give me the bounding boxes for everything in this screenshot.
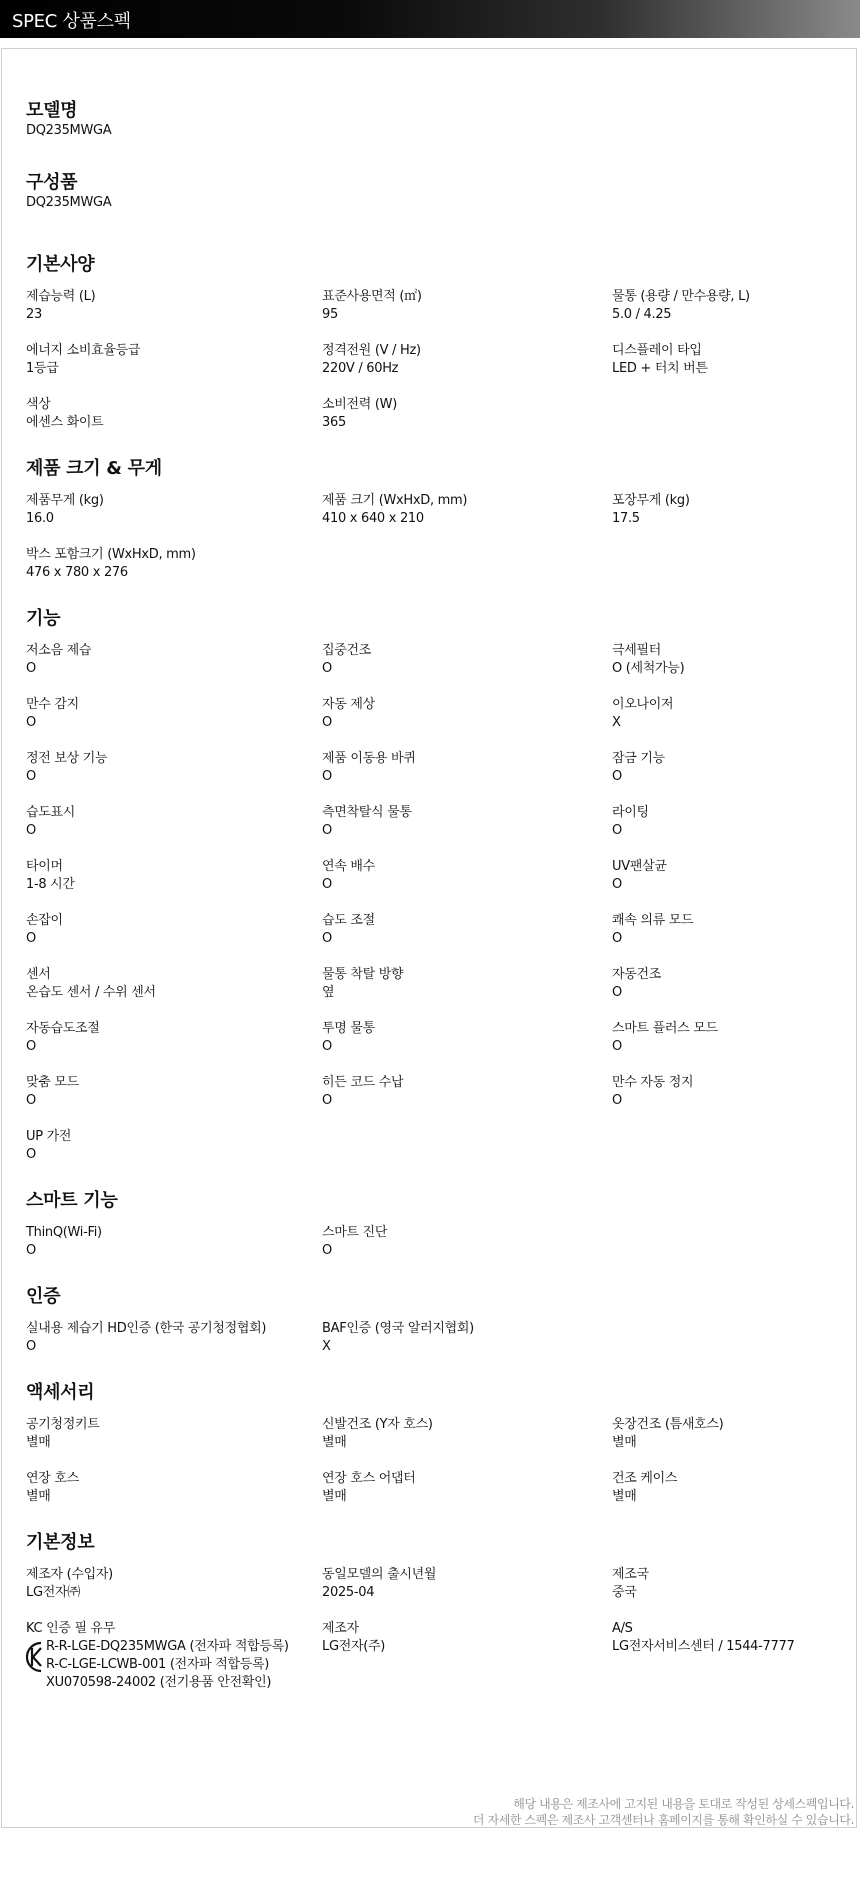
basic-info-title: 기본정보 bbox=[26, 1532, 95, 1553]
spec-item bbox=[322, 492, 612, 546]
spec-item bbox=[322, 396, 612, 450]
spec-label: 쾌속 의류 모드 bbox=[612, 913, 694, 928]
spec-value: O bbox=[322, 661, 332, 676]
spec-value: O bbox=[322, 715, 332, 730]
spec-item bbox=[26, 858, 322, 912]
features-section bbox=[26, 608, 836, 1182]
spec-item bbox=[612, 750, 836, 804]
spec-value: O bbox=[612, 823, 622, 838]
basic-spec-title: 기본사양 bbox=[26, 254, 95, 275]
components-value: DQ235MWGA bbox=[26, 195, 112, 210]
spec-label: 저소음 제습 bbox=[26, 643, 92, 658]
spec-label: 제품무게 (kg) bbox=[26, 493, 104, 508]
accessory-section bbox=[26, 1382, 836, 1524]
spec-value: 23 bbox=[26, 307, 42, 322]
spec-item bbox=[26, 492, 322, 546]
spec-value: O bbox=[612, 877, 622, 892]
spec-item bbox=[322, 1470, 612, 1524]
basic-info-section bbox=[26, 1532, 836, 1700]
spec-value: O bbox=[612, 1093, 622, 1108]
spec-value: 옆 bbox=[322, 985, 335, 1000]
spec-item bbox=[612, 912, 836, 966]
spec-value: O bbox=[26, 769, 36, 784]
spec-label: 제조국 bbox=[612, 1567, 649, 1582]
cert-section bbox=[26, 1286, 836, 1374]
spec-label: 연장 호스 어댑터 bbox=[322, 1471, 416, 1486]
spec-value: O bbox=[26, 931, 36, 946]
spec-label: 만수 자동 정지 bbox=[612, 1075, 694, 1090]
spec-value: 별매 bbox=[322, 1435, 347, 1450]
spec-item bbox=[612, 696, 836, 750]
spec-value: LG전자서비스센터 / 1544-7777 bbox=[612, 1639, 795, 1654]
kc-cert-lines bbox=[46, 1638, 289, 1692]
spec-label: 제품 이동용 바퀴 bbox=[322, 751, 416, 766]
spec-value: LG전자(주) bbox=[322, 1639, 386, 1654]
spec-item bbox=[322, 750, 612, 804]
spec-value: O bbox=[322, 1243, 332, 1258]
spec-item bbox=[26, 1020, 322, 1074]
spec-item bbox=[322, 804, 612, 858]
spec-value: 별매 bbox=[26, 1489, 51, 1504]
size-weight-section bbox=[26, 458, 836, 600]
spec-value: O bbox=[322, 769, 332, 784]
spec-label: UV팬살균 bbox=[612, 859, 667, 874]
footer-disclaimer bbox=[473, 1796, 854, 1828]
spec-label: 표준사용면적 (㎡) bbox=[322, 289, 422, 304]
kc-cert-line: XU070598-24002 (전기용품 안전확인) bbox=[46, 1675, 272, 1690]
spec-item bbox=[612, 1020, 836, 1074]
spec-item bbox=[612, 1470, 836, 1524]
spec-label: BAF인증 (영국 알러지협회) bbox=[322, 1321, 474, 1336]
footer-line: 해당 내용은 제조사에 고지된 내용을 토대로 작성된 상세스펙입니다. bbox=[513, 1797, 854, 1811]
spec-item bbox=[322, 1074, 612, 1128]
spec-label: 정격전원 (V / Hz) bbox=[322, 343, 421, 358]
spec-item bbox=[612, 1620, 836, 1674]
components-section bbox=[26, 172, 836, 212]
spec-label: 잠금 기능 bbox=[612, 751, 665, 766]
spec-label: 에너지 소비효율등급 bbox=[26, 343, 141, 358]
spec-item bbox=[322, 288, 612, 342]
spec-item bbox=[322, 1566, 612, 1620]
page-title: SPEC 상품스펙 bbox=[12, 11, 131, 32]
spec-value: O bbox=[612, 985, 622, 1000]
spec-item bbox=[612, 492, 836, 546]
spec-item bbox=[26, 696, 322, 750]
spec-value: O bbox=[322, 1093, 332, 1108]
spec-item bbox=[322, 912, 612, 966]
spec-value: LED + 터치 버튼 bbox=[612, 361, 708, 376]
spec-label: UP 가전 bbox=[26, 1129, 72, 1144]
spec-item bbox=[26, 912, 322, 966]
spec-item bbox=[322, 1416, 612, 1470]
spec-item bbox=[322, 696, 612, 750]
spec-item bbox=[26, 804, 322, 858]
spec-item bbox=[26, 1470, 322, 1524]
spec-item bbox=[26, 1566, 322, 1620]
spec-label: 센서 bbox=[26, 967, 51, 982]
spec-item bbox=[322, 342, 612, 396]
spec-item bbox=[26, 966, 322, 1020]
spec-label: 만수 감지 bbox=[26, 697, 79, 712]
spec-item bbox=[612, 858, 836, 912]
spec-item bbox=[612, 1566, 836, 1620]
spec-label: 극세필터 bbox=[612, 643, 662, 658]
spec-item bbox=[26, 288, 322, 342]
spec-label: 라이팅 bbox=[612, 805, 649, 820]
spec-value: O bbox=[612, 769, 622, 784]
spec-label: 이오나이저 bbox=[612, 697, 674, 712]
accessory-title: 액세서리 bbox=[26, 1382, 95, 1403]
spec-value: 2025-04 bbox=[322, 1585, 375, 1600]
spec-value: X bbox=[322, 1339, 331, 1354]
spec-label: 제조자 bbox=[322, 1621, 359, 1636]
spec-label: 물통 (용량 / 만수용량, L) bbox=[612, 289, 750, 304]
basic-spec-section bbox=[26, 254, 836, 450]
footer-line: 더 자세한 스펙은 제조사 고객센터나 홈페이지를 통해 확인하실 수 있습니다. bbox=[472, 1813, 854, 1827]
spec-label: 포장무게 (kg) bbox=[612, 493, 690, 508]
spec-value: 16.0 bbox=[26, 511, 54, 526]
spec-item bbox=[26, 342, 322, 396]
spec-item bbox=[612, 966, 836, 1020]
spec-item bbox=[26, 750, 322, 804]
spec-value: O bbox=[322, 823, 332, 838]
spec-content bbox=[26, 100, 836, 1700]
spec-item bbox=[612, 1074, 836, 1128]
spec-value: O bbox=[322, 1039, 332, 1054]
spec-label: 맞춤 모드 bbox=[26, 1075, 79, 1090]
spec-label: 연장 호스 bbox=[26, 1471, 79, 1486]
spec-item bbox=[322, 1620, 612, 1674]
spec-label: 제습능력 (L) bbox=[26, 289, 96, 304]
spec-label: 연속 배수 bbox=[322, 859, 375, 874]
spec-value: 476 x 780 x 276 bbox=[26, 565, 128, 580]
spec-item bbox=[322, 1320, 612, 1374]
spec-item bbox=[26, 1128, 322, 1182]
spec-label: 공기청정키트 bbox=[26, 1417, 100, 1432]
spec-value: O bbox=[26, 823, 36, 838]
spec-label: 스마트 플러스 모드 bbox=[612, 1021, 718, 1036]
spec-label: 습도표시 bbox=[26, 805, 76, 820]
spec-item bbox=[26, 1416, 322, 1470]
spec-value: 95 bbox=[322, 307, 338, 322]
spec-value: O bbox=[612, 1039, 622, 1054]
spec-item bbox=[612, 1416, 836, 1470]
spec-label: 측면착탈식 물통 bbox=[322, 805, 412, 820]
spec-value: O bbox=[322, 931, 332, 946]
spec-label: ThinQ(Wi-Fi) bbox=[26, 1225, 102, 1240]
spec-value: LG전자㈜ bbox=[26, 1585, 80, 1600]
spec-value: O bbox=[26, 715, 36, 730]
spec-value: O bbox=[26, 1093, 36, 1108]
size-weight-title: 제품 크기 & 무게 bbox=[26, 458, 162, 479]
spec-label: 자동건조 bbox=[612, 967, 662, 982]
spec-value: 17.5 bbox=[612, 511, 640, 526]
spec-label: 스마트 진단 bbox=[322, 1225, 388, 1240]
spec-label: 습도 조절 bbox=[322, 913, 375, 928]
model-value: DQ235MWGA bbox=[26, 123, 112, 138]
model-section bbox=[26, 100, 836, 140]
spec-item bbox=[612, 804, 836, 858]
spec-value: 5.0 / 4.25 bbox=[612, 307, 672, 322]
spec-item bbox=[322, 1020, 612, 1074]
spec-label: 히든 코드 수납 bbox=[322, 1075, 404, 1090]
top-header-bar bbox=[0, 0, 860, 38]
spec-item bbox=[26, 396, 322, 450]
spec-label: 실내용 제습기 HD인증 (한국 공기청정협회) bbox=[26, 1321, 267, 1336]
spec-label: 색상 bbox=[26, 397, 51, 412]
smart-title: 스마트 기능 bbox=[26, 1190, 118, 1211]
spec-item bbox=[26, 1074, 322, 1128]
spec-value: 별매 bbox=[26, 1435, 51, 1450]
spec-value: O bbox=[612, 931, 622, 946]
spec-label: 타이머 bbox=[26, 859, 63, 874]
spec-value: 에센스 화이트 bbox=[26, 415, 104, 430]
spec-value: O bbox=[26, 1243, 36, 1258]
spec-label: 건조 케이스 bbox=[612, 1471, 678, 1486]
spec-value: 별매 bbox=[612, 1489, 637, 1504]
spec-label: 소비전력 (W) bbox=[322, 397, 397, 412]
spec-label: 박스 포함크기 (WxHxD, mm) bbox=[26, 547, 196, 562]
model-title: 모델명 bbox=[26, 100, 78, 121]
spec-label: 제품 크기 (WxHxD, mm) bbox=[322, 493, 468, 508]
spec-label: 물통 착탈 방향 bbox=[322, 967, 404, 982]
spec-value: 별매 bbox=[612, 1435, 637, 1450]
spec-item bbox=[612, 642, 836, 696]
components-title: 구성품 bbox=[26, 172, 78, 193]
spec-item bbox=[612, 288, 836, 342]
spec-value: 별매 bbox=[322, 1489, 347, 1504]
spec-item bbox=[322, 642, 612, 696]
spec-item bbox=[322, 966, 612, 1020]
kc-mark-icon bbox=[26, 1640, 46, 1674]
spec-label: 투명 물통 bbox=[322, 1021, 375, 1036]
spec-value: 365 bbox=[322, 415, 346, 430]
spec-item bbox=[26, 642, 322, 696]
spec-label: 집중건조 bbox=[322, 643, 372, 658]
spec-item bbox=[322, 858, 612, 912]
spec-label: 동일모델의 출시년월 bbox=[322, 1567, 437, 1582]
kc-cert-line: R-R-LGE-DQ235MWGA (전자파 적합등록) bbox=[46, 1639, 289, 1654]
spec-label: 손잡이 bbox=[26, 913, 63, 928]
spec-value: 온습도 센서 / 수위 센서 bbox=[26, 985, 156, 1000]
spec-value: 410 x 640 x 210 bbox=[322, 511, 424, 526]
kc-cert-item bbox=[26, 1620, 322, 1700]
spec-value: O bbox=[26, 1147, 36, 1162]
spec-item bbox=[26, 1320, 322, 1374]
spec-label: 옷장건조 (틈새호스) bbox=[612, 1417, 724, 1432]
spec-value: 중국 bbox=[612, 1585, 637, 1600]
spec-value: 1등급 bbox=[26, 361, 59, 376]
spec-value: 220V / 60Hz bbox=[322, 361, 399, 376]
spec-label: A/S bbox=[612, 1621, 633, 1636]
spec-value: O bbox=[26, 1339, 36, 1354]
spec-label: 디스플레이 타입 bbox=[612, 343, 702, 358]
spec-value: O bbox=[26, 1039, 36, 1054]
spec-value: 1-8 시간 bbox=[26, 877, 75, 892]
smart-section bbox=[26, 1190, 836, 1278]
cert-title: 인증 bbox=[26, 1286, 61, 1307]
spec-value: O bbox=[322, 877, 332, 892]
spec-label: 신발건조 (Y자 호스) bbox=[322, 1417, 433, 1432]
spec-label: KC 인증 필 유무 bbox=[26, 1621, 116, 1636]
spec-label: 정전 보상 기능 bbox=[26, 751, 108, 766]
spec-item bbox=[26, 546, 322, 600]
kc-cert-line: R-C-LGE-LCWB-001 (전자파 적합등록) bbox=[46, 1657, 269, 1672]
spec-value: O bbox=[26, 661, 36, 676]
spec-label: 자동습도조절 bbox=[26, 1021, 100, 1036]
features-title: 기능 bbox=[26, 608, 61, 629]
spec-item bbox=[322, 1224, 612, 1278]
spec-value: X bbox=[612, 715, 621, 730]
spec-item bbox=[26, 1224, 322, 1278]
spec-label: 자동 제상 bbox=[322, 697, 375, 712]
spec-item bbox=[612, 342, 836, 396]
spec-label: 제조자 (수입자) bbox=[26, 1567, 113, 1582]
spec-value: O (세척가능) bbox=[612, 661, 685, 676]
